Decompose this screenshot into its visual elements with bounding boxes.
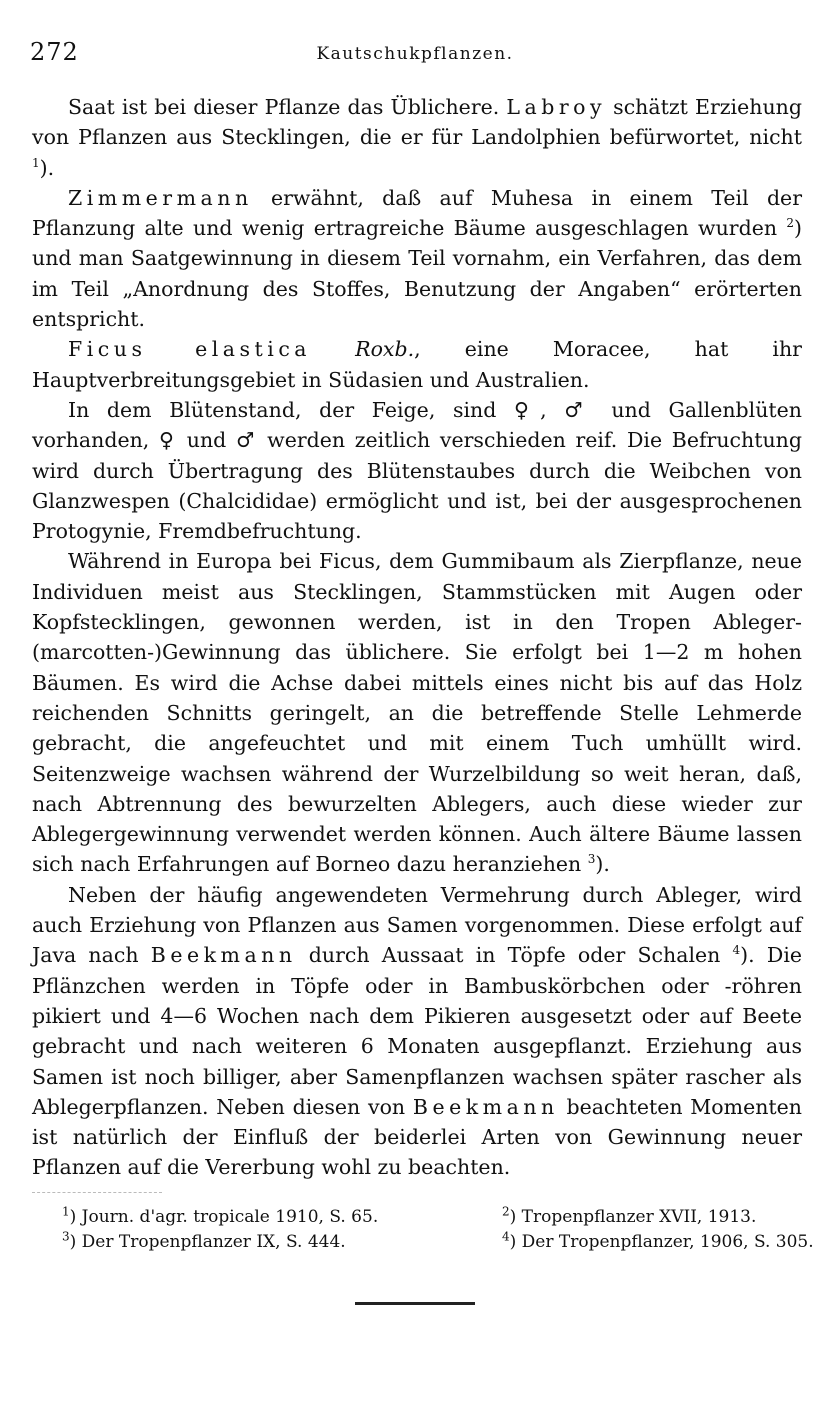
footnote-ref-2: 2 (786, 216, 794, 231)
footnote-mark: 3 (62, 1229, 70, 1244)
footnote-mark: 4 (502, 1229, 510, 1244)
footnote-ref-4: 4 (732, 943, 741, 958)
text-run: Saat ist bei dieser Pflanze das Üblichere. (68, 95, 507, 119)
text-run: schätzt Erziehung von Pflanzen aus Stecklingen, die er für Landolphien befürwortet, nicht (32, 95, 802, 150)
footnotes (62, 1205, 822, 1255)
author-abbreviation: Roxb. (355, 337, 415, 362)
footnote-text: ) Der Tropenpflanzer, 1906, S. 305. (509, 1232, 814, 1252)
paragraph-5 (32, 546, 802, 879)
text-run: ). (595, 852, 610, 877)
footnote-row (62, 1205, 822, 1230)
footnote-ref-3: 3 (587, 852, 596, 867)
running-head: Kautschukpflanzen. (316, 44, 514, 64)
text-run (311, 337, 355, 361)
paragraph-4: In dem Blütenstand, der Feige, sind ♀, ♂ und Gallenblüten vorhanden, ♀ und ♂ werden zeitlich verschieden reif. Die Befruchtung wird durch Übertragung des Blütenstaubes durch die Weibchen von Glanzwespen (Chalcididae) ermöglicht und ist, bei der ausgesprochenen Protogynie, Fremdbefruchtung. (32, 397, 802, 544)
paragraph-3 (32, 334, 802, 395)
text-run: beachteten Momenten ist natürlich der Einfluß der beiderlei Arten von Gewinnung neuer Pflanzen auf die Vererbung wohl zu beachten. (32, 1094, 802, 1180)
footnote-mark: 2 (502, 1204, 510, 1219)
text-run: ). Die Pflänzchen werden in Töpfe oder in Bambuskörbchen oder -röhren pikiert und 4—6 Wochen nach dem Pikieren ausgesetzt oder auf Beete gebracht und nach weiteren 6 Monaten ausgepflanzt. Erziehung aus Samen ist noch billiger, aber Samenpflanzen wachsen später rascher als Ablegerpflanzen. Neben diesen von (32, 943, 803, 1119)
author-name-beekmann: Beekmann (150, 943, 297, 968)
paragraph-6 (32, 880, 802, 1183)
text-run: Während in Europa bei Ficus, dem Gummibaum als Zierpflanze, neue Individuen meist aus Stecklingen, Stammstücken mit Augen oder Kopfstecklingen, gewonnen werden, ist in den Tropen Ableger-(marcotten-)Gewinnung das üblichere. Sie erfolgt bei 1—2 m hohen Bäumen. Es wird die Achse dabei mittels eines nicht bis auf das Holz reichenden Schnitts geringelt, an die betreffende Stelle Lehmerde gebracht, die angefeuchtet und mit einem Tuch umhüllt wird. Seitenzweige wachsen während der Wurzelbildung so weit heran, daß, nach Abtrennung des bewurzelten Ablegers, auch diese wieder zur Ablegergewinnung verwendet werden können. Auch ältere Bäume lassen sich nach Erfahrungen auf Borneo dazu heranziehen (32, 549, 802, 877)
text-run: , eine Moracee, hat ihr Hauptverbreitungsgebiet in Südasien und Australien. (32, 337, 802, 392)
end-ornament-rule (355, 1302, 475, 1305)
text-run: ). (39, 155, 55, 180)
footnote-text: ) Tropenpflanzer XVII, 1913. (509, 1207, 757, 1227)
footnote-4 (502, 1230, 822, 1255)
footnote-2 (502, 1205, 822, 1230)
author-name-zimmermann: Zimmermann (68, 185, 253, 210)
paragraph-1 (32, 92, 802, 183)
text-run: erwähnt, daß auf Muhesa in einem Teil der Pflanzung alte und wenig ertragreiche Bäume ausgeschlagen wurden (32, 185, 802, 241)
footnote-row (62, 1230, 822, 1255)
footnote-3 (62, 1230, 502, 1255)
text-run: durch Aussaat in Töpfe oder Schalen (296, 943, 733, 968)
text-run: Neben der häufig angewendeten Vermehrung durch Ableger, wird auch Erziehung von Pflanzen aus Samen vorgenommen. Diese erfolgt auf Java nach (32, 882, 802, 968)
footnote-1 (62, 1205, 502, 1230)
author-name-labroy: Labroy (506, 95, 607, 119)
paragraph-2 (32, 183, 802, 334)
body-text (32, 92, 802, 1183)
footnote-text: ) Journ. d'agr. tropicale 1910, S. 65. (69, 1207, 379, 1227)
page-number: 272 (30, 38, 79, 66)
species-name: Ficus elastica (68, 337, 312, 362)
footnote-mark: 1 (62, 1204, 70, 1219)
footnote-ref-1: 1 (32, 155, 40, 170)
page-header (30, 38, 800, 68)
author-name-beekmann: Beekmann (412, 1094, 559, 1119)
footnote-divider (32, 1192, 162, 1193)
footnote-text: ) Der Tropenpflanzer IX, S. 444. (69, 1232, 346, 1252)
text-run: ) und man Saatgewinnung in diesem Teil vornahm, ein Verfahren, das dem im Teil „Anordnung des Stoffes, Benutzung der Angaben“ erörterten entspricht. (32, 216, 802, 332)
